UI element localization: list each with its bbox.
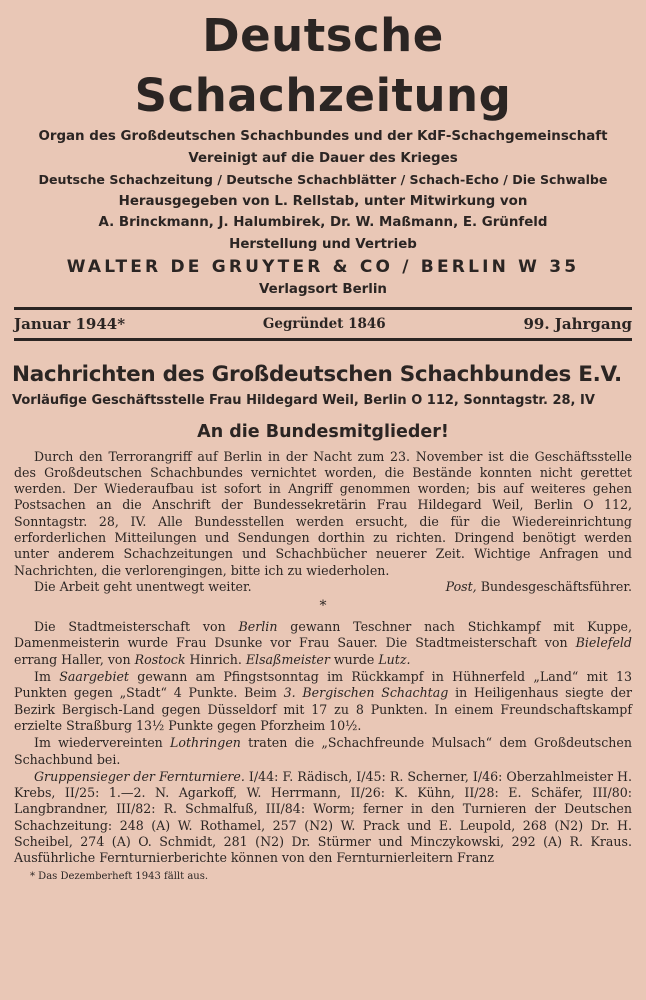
text-run: errang Haller, von bbox=[14, 651, 135, 667]
masthead-line-titles: Deutsche Schachzeitung / Deutsche Schachblätter / Schach-Echo / Die Schwalbe bbox=[38, 172, 608, 187]
masthead-title: Deutsche Schachzeitung bbox=[134, 9, 512, 122]
signature-name: Post, bbox=[445, 578, 477, 594]
text-run: Im wiedervereinten bbox=[34, 735, 170, 751]
masthead-line-union: Vereinigt auf die Dauer des Krieges bbox=[188, 150, 458, 166]
signature-role: Bundesgeschäftsführer. bbox=[480, 578, 632, 594]
text-run: Die Stadtmeisterschaft von bbox=[34, 619, 239, 635]
text-run: wurde bbox=[329, 651, 379, 667]
appeal-text: Durch den Terrorangriff auf Berlin in der Nacht zum 23. November ist die Geschäftsstelle des Großdeutschen Schachbundes vernichtet worden, die Bestände konnten nicht gerettet werden. Der Wiederaufbau ist sofort in Angriff genommen worden; bis auf weiteres gehen Postsachen an die Anschrift der Bundessekretärin Frau Hildegard Weil, Berlin O 112, Sonntagstr. 28, IV. Alle Bundesstellen werden ersucht, die für die Wiedereinrichtung erforderlichen Mitteilungen und Sendungen dorthin zu richten. Dringend benötigt werden unter anderem Schachzeitungen und Schachbücher neuerer Zeit. Wichtige Anfragen und Nachrichten, die verlorengingen, bitte ich zu wiederholen. bbox=[14, 448, 632, 578]
place-name: Bielefeld bbox=[575, 635, 632, 651]
place-name: Saargebiet bbox=[59, 669, 129, 685]
volume-number: 99. Jahrgang bbox=[523, 314, 632, 333]
masthead-line-editor: Herausgegeben von L. Rellstab, unter Mitwirkung von bbox=[118, 193, 528, 209]
text-run: I/44: F. Rädisch, I/45: R. Scherner, I/46: Oberzahlmeister H. Krebs, II/25: 1.—2. N. Agarkoff, W. Herrmann, II/26: K. Kühn, II/28: E. Schäfer, III/80: Langbrandner, III/82: R. Schmalfuß, III/84: Worm; ferner in den Turnieren der Deutschen Schachzeitung: 248 (A) W. Rothamel, 257 (N2) W. Prack und E. Leupold, 268 (N2) Dr. H. Scheibel, 274 (A) O. Schmidt, 281 (N2) Dr. Stürmer und Minczykowski, 292 (A) R. Kraus. Ausführliche Fernturnierberichte können von den Fernturnierleitern Franz bbox=[14, 768, 632, 866]
title-name: Elsaßmeister bbox=[245, 651, 330, 667]
appeal-heading: An die Bundesmitglieder! bbox=[197, 421, 449, 442]
signature bbox=[446, 579, 632, 595]
text-run: traten die „Schachfreunde Mulsach“ dem Großdeutschen Schachbund bei. bbox=[14, 735, 632, 767]
closing-text: Die Arbeit geht unentwegt weiter. bbox=[34, 578, 252, 594]
news-paragraph-correspondence bbox=[14, 769, 632, 867]
place-name: Rostock bbox=[134, 651, 186, 667]
news-paragraph-city-championships bbox=[14, 619, 632, 668]
text-run: gewann Teschner nach Stichkampf mit Kuppe, Damenmeisterin wurde Frau Dsunke vor Frau Sauer. Die Stadtmeisterschaft von bbox=[14, 619, 632, 651]
masthead-line-production: Herstellung und Vertrieb bbox=[229, 236, 417, 252]
dateline bbox=[12, 310, 634, 338]
text-run: in Heiligenhaus siegte der Bezirk Bergisch-Land gegen Düsseldorf mit 17 zu 8 Punkten. In einem Freundschaftskampf erzielte Straßburg 13½ Punkte gegen Pforzheim 10½. bbox=[14, 685, 632, 733]
rule-bottom bbox=[14, 338, 632, 341]
founded-year: Gegründet 1846 bbox=[262, 315, 386, 332]
masthead-line-contributors: A. Brinckmann, J. Halumbirek, Dr. W. Maßmann, E. Grünfeld bbox=[98, 215, 548, 230]
issue-date: Januar 1944* bbox=[14, 314, 126, 333]
text-run: gewann am Pfingstsonntag im Rückkampf in Hühnerfeld „Land“ mit 13 Punkten gegen „Stadt“ 4 Punkte. Beim bbox=[14, 669, 632, 701]
text-run: Hinrich. bbox=[185, 651, 246, 667]
news-paragraph-lorraine bbox=[14, 735, 632, 768]
appeal-closing bbox=[14, 579, 632, 595]
footnote: * Das Dezemberheft 1943 fällt aus. bbox=[30, 870, 209, 882]
separator-star: * bbox=[319, 598, 327, 615]
player-name: Lutz. bbox=[378, 651, 411, 667]
masthead-publisher: WALTER DE GRUYTER & CO / BERLIN W 35 bbox=[66, 257, 580, 277]
place-name: Berlin bbox=[238, 619, 278, 635]
masthead-place: Verlagsort Berlin bbox=[259, 282, 387, 297]
text-run: Im bbox=[34, 669, 60, 685]
place-name: Lothringen bbox=[170, 735, 241, 751]
news-paragraph-saar bbox=[14, 669, 632, 734]
event-name: 3. Bergischen Schachtag bbox=[283, 685, 449, 701]
news-body bbox=[12, 619, 634, 866]
masthead-line-organ: Organ des Großdeutschen Schachbundes und der KdF-Schachgemeinschaft bbox=[38, 129, 608, 144]
section-subtitle: Vorläufige Geschäftsstelle Frau Hildegard Weil, Berlin O 112, Sonntagstr. 28, IV bbox=[12, 392, 595, 408]
section-title: Nachrichten des Großdeutschen Schachbundes E.V. bbox=[12, 361, 622, 387]
subheading: Gruppensieger der Fernturniere. bbox=[34, 768, 245, 784]
appeal-body bbox=[12, 449, 634, 596]
